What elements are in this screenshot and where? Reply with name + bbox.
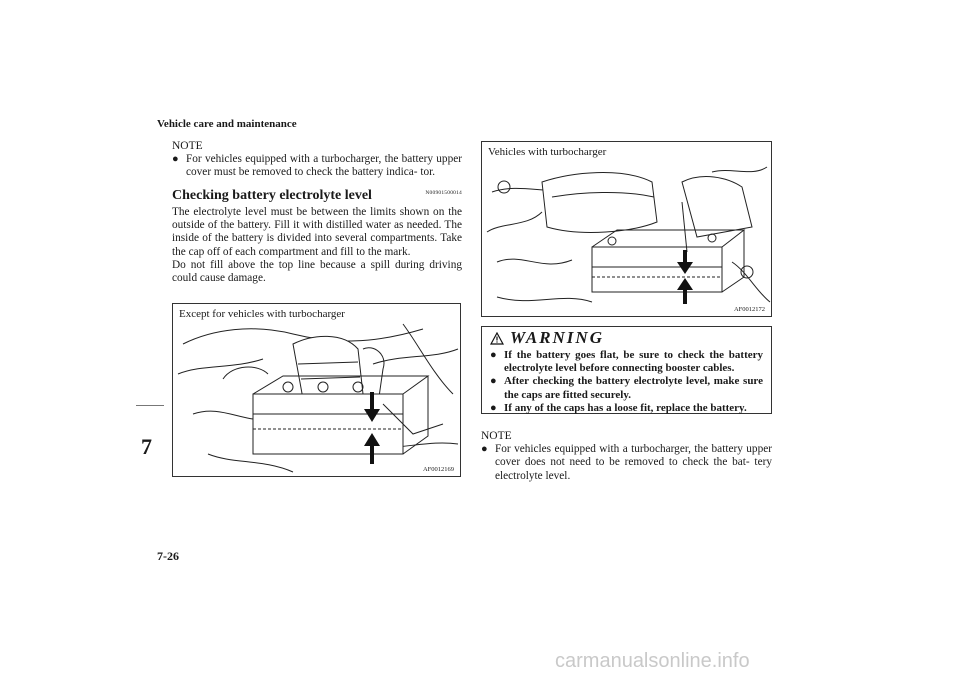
note-title: NOTE <box>481 430 512 442</box>
warning-header <box>482 327 771 349</box>
note-block-1 <box>172 140 462 180</box>
note-item <box>172 153 462 180</box>
bullet-icon: ● <box>481 443 488 455</box>
bullet-icon: ● <box>490 401 497 414</box>
warning-text: If the battery goes flat, be sure to check the battery electrolyte level before connecting booster cables. <box>504 349 763 375</box>
page-number: 7-26 <box>157 549 179 563</box>
note-title: NOTE <box>172 140 203 152</box>
right-column-note <box>481 430 772 483</box>
note-item <box>481 443 772 483</box>
warning-text: If any of the caps has a loose fit, replace the battery. <box>504 401 747 414</box>
warning-body <box>482 349 771 415</box>
battery-figure-turbo <box>481 141 772 317</box>
chapter-rule <box>136 405 164 406</box>
warning-item <box>490 375 763 401</box>
section-code: N00901500014 <box>425 189 462 196</box>
warning-text: After checking the battery electrolyte level, make sure the caps are fitted securely. <box>504 375 763 401</box>
left-column <box>172 140 462 286</box>
battery-figure-standard <box>172 303 461 477</box>
section-title: Checking battery electrolyte level <box>172 187 372 203</box>
watermark: carmanualsonline.info <box>555 650 750 672</box>
battery-illustration <box>482 142 772 317</box>
chapter-tab: 7 <box>141 434 152 459</box>
section-heading <box>172 187 462 202</box>
note-text: For vehicles equipped with a turbocharger, the battery upper cover must be removed to check the battery indica- tor. <box>186 153 462 179</box>
figure-caption: Vehicles with turbocharger <box>488 146 607 158</box>
figure-code: AF0012172 <box>733 306 765 313</box>
warning-triangle-icon <box>490 332 504 345</box>
warning-box <box>481 326 772 414</box>
bullet-icon: ● <box>490 349 497 361</box>
note-text: For vehicles equipped with a turbocharger, the battery upper cover does not need to be removed to check the bat- tery electrolyte level. <box>495 443 772 482</box>
running-header: Vehicle care and maintenance <box>157 118 297 130</box>
warning-item <box>490 402 763 415</box>
bullet-icon: ● <box>172 153 179 165</box>
bullet-icon: ● <box>490 375 497 388</box>
figure-caption: Except for vehicles with turbocharger <box>179 308 345 320</box>
warning-item <box>490 349 763 375</box>
battery-illustration <box>173 304 461 477</box>
body-paragraph: Do not fill above the top line because a spill during driving could cause damage. <box>172 259 462 285</box>
warning-title: WARNING <box>510 328 604 347</box>
body-paragraph: The electrolyte level must be between the limits shown on the outside of the battery. Fill it with distilled water as needed. The inside of the battery is divided into several compartments. Take the cap off of each compartment and fill to the mark. <box>172 205 462 258</box>
figure-code: AF0012169 <box>422 466 454 473</box>
